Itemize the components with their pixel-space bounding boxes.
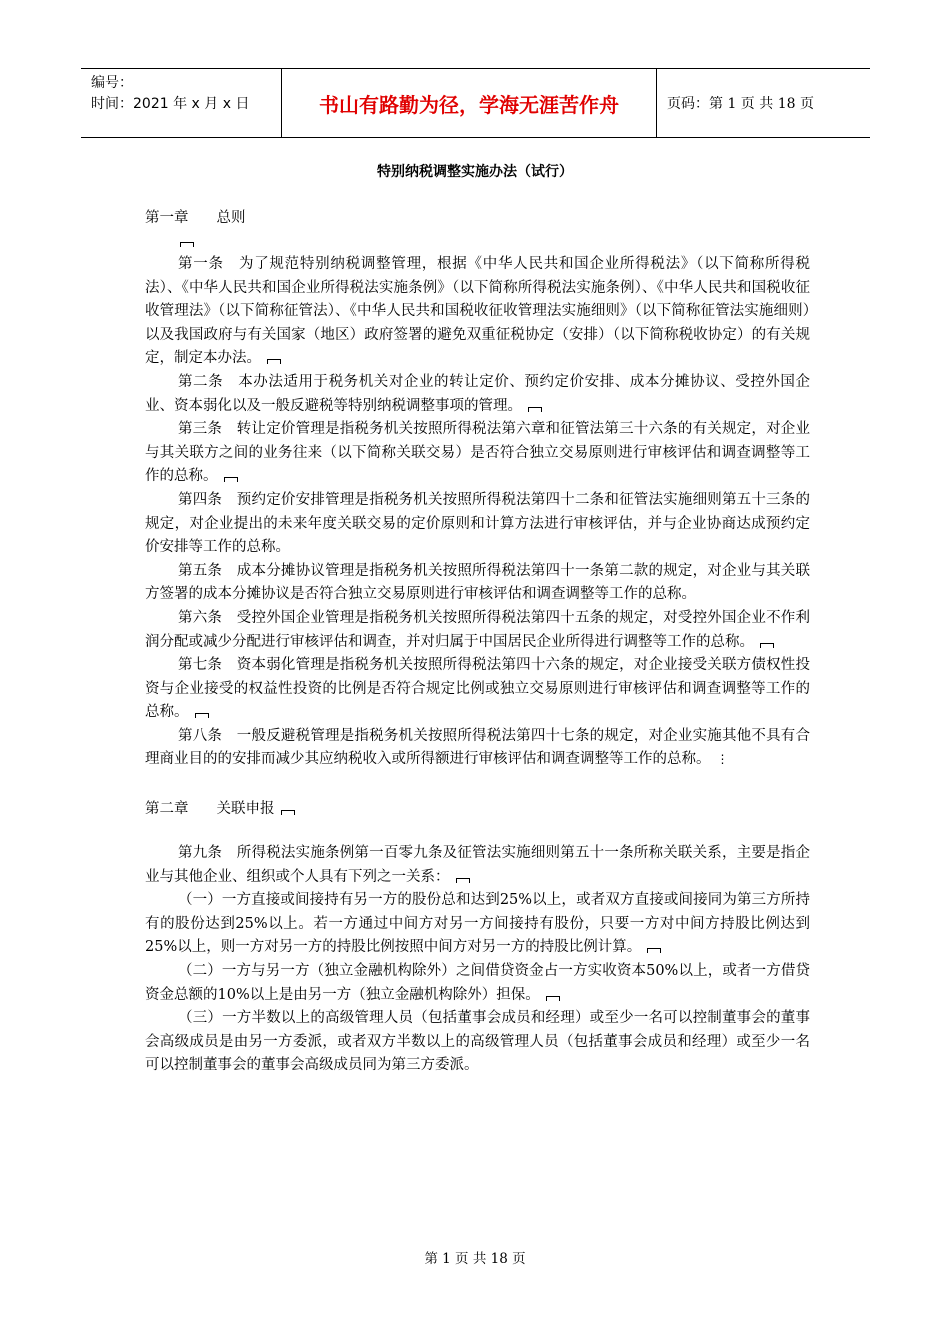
- paragraph-mark-line: [145, 229, 810, 253]
- article-9-item-2: （二）一方与另一方（独立金融机构除外）之间借贷资金占一方实收资本50%以上，或者一方借贷资金总额的10%以上是由另一方（独立金融机构除外）担保。: [145, 963, 810, 1003]
- article-3: 第三条 转让定价管理是指税务机关按照所得税法第六章和征管法第三十六条的有关规定，对企业与其关联方之间的业务往来（以下简称关联交易）是否符合独立交易原则进行审核评估和调查调整等工作的总称。: [145, 421, 810, 485]
- chapter-heading-2: [145, 798, 810, 820]
- paragraph-mark-icon: [528, 407, 542, 412]
- header-page-info: 页码：第 1 页 共 18 页: [667, 96, 814, 112]
- document-time: 时间：2021 年 x 月 x 日: [91, 96, 250, 112]
- document-body: [145, 207, 810, 1078]
- paragraph-mark-icon: [546, 996, 560, 1001]
- paragraph-mark-icon: [180, 242, 194, 247]
- chapter-name: 总则: [216, 210, 246, 226]
- paragraph-mark-icon: [195, 713, 209, 718]
- ellipsis-mark-icon: ⋮: [716, 752, 729, 767]
- article-5: 第五条 成本分摊协议管理是指税务机关按照所得税法第四十一条第二款的规定，对企业与其关联方签署的成本分摊协议是否符合独立交易原则进行审核评估和调查调整等工作的总称。: [145, 562, 810, 603]
- paragraph-mark-icon: [224, 477, 238, 482]
- article-7: 第七条 资本弱化管理是指税务机关按照所得税法第四十六条的规定，对企业接受关联方债权性投资与企业接受的权益性投资的比例是否符合规定比例或独立交易原则进行审核评估和调查调整等工作的总称。: [145, 657, 810, 721]
- header-meta: [81, 69, 281, 137]
- chapter-number: 第二章: [145, 801, 189, 818]
- header-motto: 书山有路勤为径，学海无涯苦作舟: [281, 69, 657, 137]
- article-2: 第二条 本办法适用于税务机关对企业的转让定价、预约定价安排、成本分摊协议、受控外国企业、资本弱化以及一般反避税等特别纳税调整事项的管理。: [145, 373, 810, 414]
- article-9: 第九条 所得税法实施条例第一百零九条及征管法实施细则第五十一条所称关联关系，主要是指企业与其他企业、组织或个人具有下列之一关系：: [145, 845, 810, 885]
- paragraph-mark-icon: [456, 878, 470, 883]
- paragraph-mark-icon: [267, 359, 281, 364]
- article-1: 第一条 为了规范特别纳税调整管理，根据《中华人民共和国企业所得税法》（以下简称所得税法）、《中华人民共和国企业所得税法实施条例》（以下简称所得税法实施条例）、《中华人民共和国税收征收管理法》（以下简称征管法）、《中华人民共和国税收征收管理法实施细则》（以下简称征管法实施细则）以及我国政府与有关国家（地区）政府签署的避免双重征税协定（安排）（以下简称税收协定）的有关规定，制定本办法。: [145, 256, 810, 367]
- article-9-item-3: （三）一方半数以上的高级管理人员（包括董事会成员和经理）或至少一名可以控制董事会的董事会高级成员是由另一方委派，或者双方半数以上的高级管理人员（包括董事会成员和经理）或至少一名可以控制董事会的董事会高级成员同为第三方委派。: [145, 1010, 810, 1074]
- document-number-label: 编号：: [91, 75, 133, 91]
- chapter-heading-1: [145, 207, 810, 229]
- page-footer: 第 1 页 共 18 页: [424, 1251, 526, 1267]
- article-6: 第六条 受控外国企业管理是指税务机关按照所得税法第四十五条的规定，对受控外国企业不作利润分配或减少分配进行审核评估和调查，并对归属于中国居民企业所得进行调整等工作的总称。: [145, 609, 810, 650]
- chapter-number: 第一章: [145, 210, 189, 226]
- article-8: 第八条 一般反避税管理是指税务机关按照所得税法第四十七条的规定，对企业实施其他不具有合理商业目的的安排而减少其应纳税收入或所得额进行审核评估和调查调整等工作的总称。 ⋮: [145, 727, 810, 768]
- article-9-item-1: （一）一方直接或间接持有另一方的股份总和达到25%以上，或者双方直接或间接同为第三方所持有的股份达到25%以上。若一方通过中间方对另一方间接持有股份，只要一方对中间方持股比例达到25%以上，则一方对另一方的持股比例按照中间方对另一方的持股比例计算。: [145, 892, 810, 956]
- paragraph-mark-icon: [647, 948, 661, 953]
- document-title: 特别纳税调整实施办法（试行）: [377, 164, 573, 180]
- document-header: [81, 68, 870, 138]
- paragraph-mark-icon: [760, 643, 774, 648]
- chapter-name: 关联申报: [216, 801, 275, 818]
- paragraph-mark-icon: [281, 810, 295, 815]
- article-4: 第四条 预约定价安排管理是指税务机关按照所得税法第四十二条和征管法实施细则第五十三条的规定，对企业提出的未来年度关联交易的定价原则和计算方法进行审核评估，并与企业协商达成预约定价安排等工作的总称。: [145, 491, 810, 556]
